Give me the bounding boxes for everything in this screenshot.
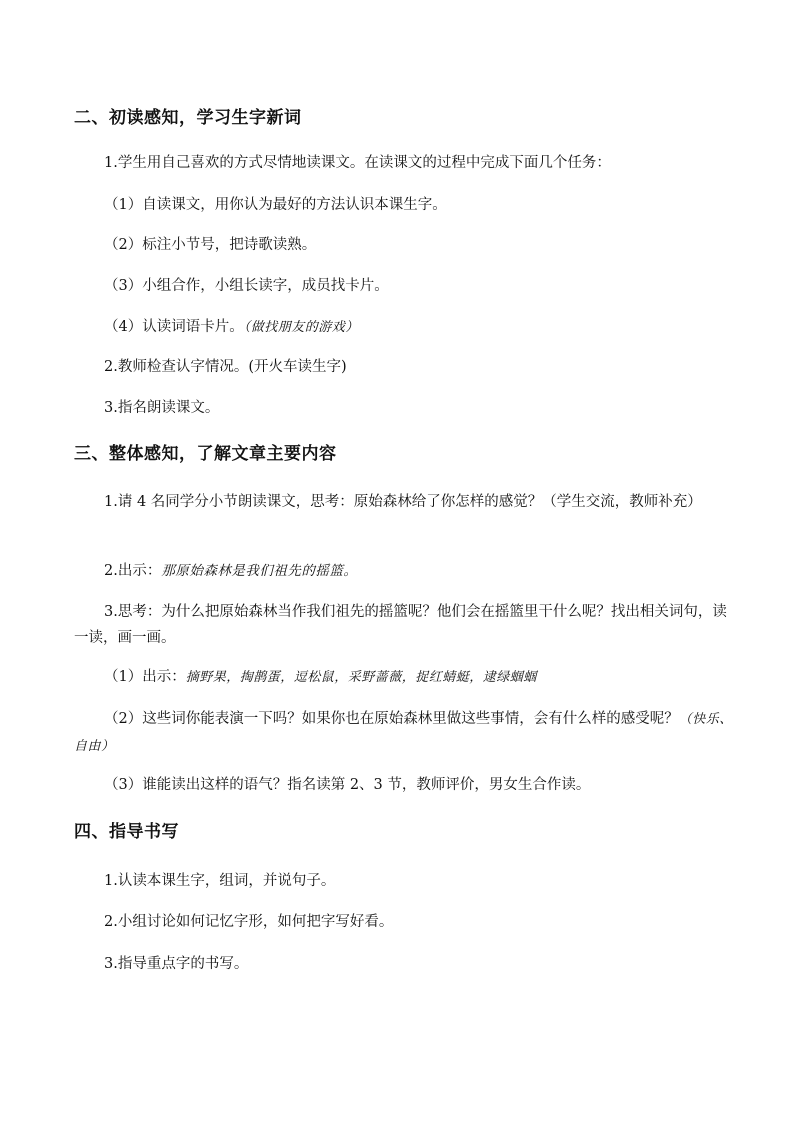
section-heading-overall-perception: 三、整体感知，了解文章主要内容 [74,444,337,464]
paragraph [104,560,357,582]
paragraph [104,666,537,689]
paragraph: 1.学生用自己喜欢的方式尽情地读课文。在读课文的过程中完成下面几个任务： [104,155,611,171]
paragraph: 3.思考：为什么把原始森林当作我们祖先的摇篮呢？他们会在摇篮里干什么呢？找出相关词句，读一读，画一画。 [74,604,727,646]
paragraph-note: （做找朋友的游戏） [243,320,359,335]
paragraph: （1）自读课文，用你认为最好的方法认识本课生字。 [104,197,447,213]
paragraph [104,316,359,339]
paragraph: （3）谁能读出这样的语气？指名读第 2、3 节，教师评价，男女生合作读。 [104,777,591,793]
paragraph [74,706,739,760]
paragraph-text: （4）认读词语卡片。 [104,319,244,335]
paragraph-prefix: 2.出示： [104,563,162,579]
paragraph: 3.指名朗读课文。 [104,400,220,416]
section-heading-initial-reading: 二、初读感知，学习生字新词 [74,108,302,128]
paragraph-text: （2）这些词你能表演一下吗？如果你也在原始森林里做这些事情，会有什么样的感受呢？ [104,711,679,727]
paragraph: （2）标注小节号，把诗歌读熟。 [104,237,317,253]
paragraph-note: （快乐、自由） [74,712,733,754]
paragraph: 1.请 4 名同学分小节朗读课文，思考：原始森林给了你怎样的感觉？（学生交流，教师补充） [104,494,702,510]
paragraph: 1.认读本课生字，组词，并说句子。 [104,873,336,889]
paragraph: 2.教师检查认字情况。(开火车读生字) [104,359,347,375]
section-heading-writing-guidance: 四、指导书写 [74,822,179,842]
quoted-phrases: 摘野果，掏鹊蛋，逗松鼠，采野蔷薇，捉红蜻蜓，逮绿蝈蝈 [185,670,537,685]
paragraph: 3.指导重点字的书写。 [104,956,249,972]
paragraph: （3）小组合作，小组长读字，成员找卡片。 [104,278,389,294]
quoted-sentence: 那原始森林是我们祖先的摇篮。 [161,563,358,579]
paragraph-prefix: （1）出示： [104,669,186,685]
paragraph: 2.小组讨论如何记忆字形，如何把字写好看。 [104,914,394,930]
